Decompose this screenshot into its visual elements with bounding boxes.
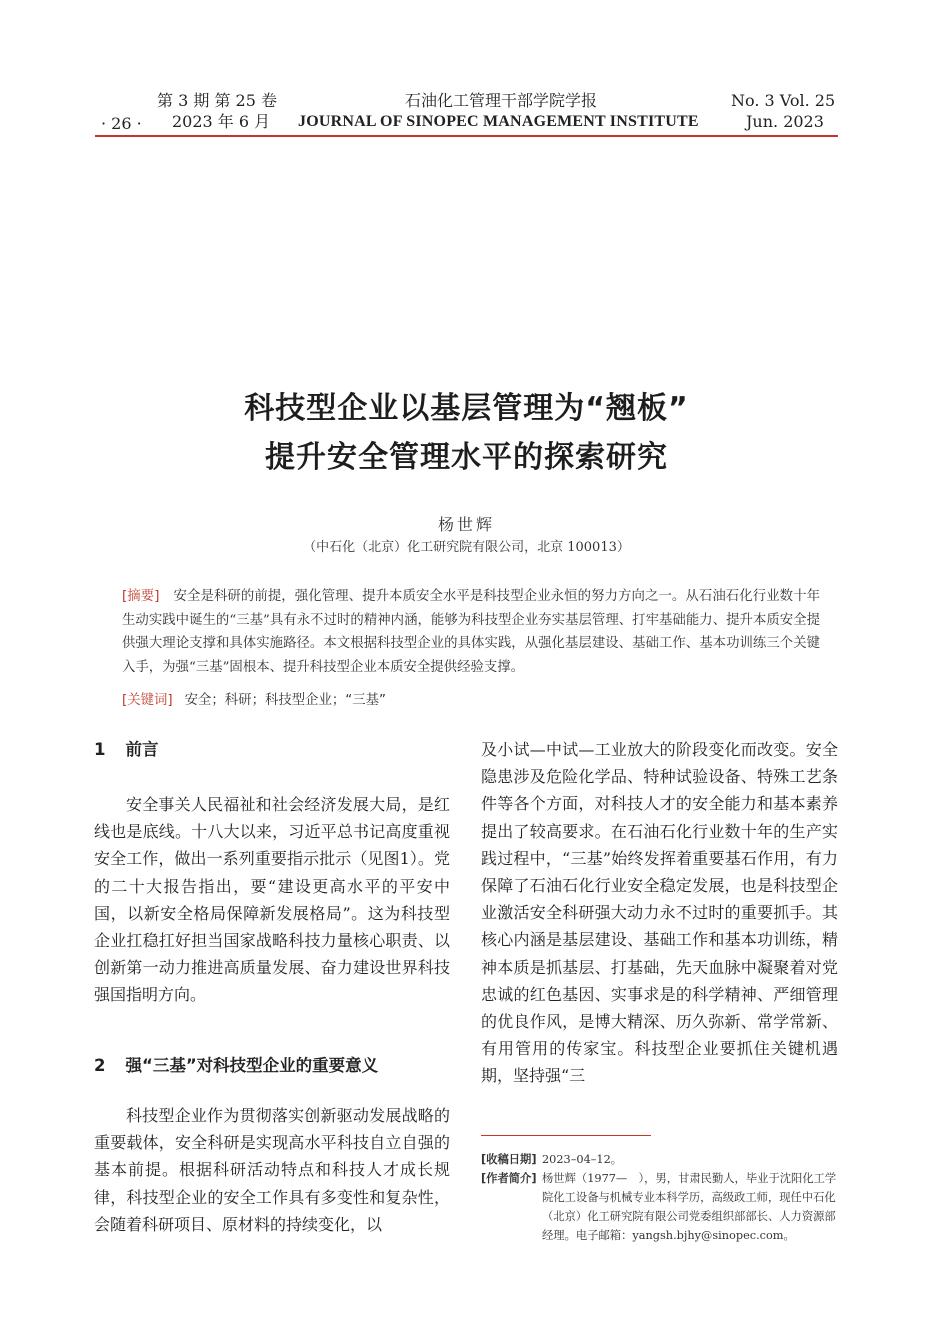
footnote — [481, 1150, 838, 1245]
author-affiliation: （中石化（北京）化工研究院有限公司，北京 100013） — [303, 540, 630, 555]
paper-title-line-2: 提升安全管理水平的探索研究 — [265, 440, 668, 475]
publication-date-en: Jun. 2023 — [746, 112, 824, 131]
keywords — [122, 689, 386, 708]
header-rule — [95, 135, 838, 137]
section-title: 强“三基”对科技型企业的重要意义 — [125, 1056, 379, 1075]
journal-name-cn: 石油化工管理干部学院学报 — [405, 91, 598, 110]
section-number: 1 — [94, 740, 106, 759]
author-bio-label: [作者简介] — [481, 1172, 537, 1185]
footnote-rule — [481, 1135, 651, 1136]
section-1-paragraph: 安全事关人民福祉和社会经济发展大局，是红线也是底线。十八大以来，习近平总书记高度重视安全工作，做出一系列重要指示批示（见图1）。党的二十大报告指出，要“建设更高水平的平安中国，以新安全格局保障新发展格局”。这为科技型企业扛稳扛好担当国家战略科技力量核心职责、以创新第一动力推进高质量发展、奋力建设世界科技强国指明方向。 — [94, 795, 450, 1005]
received-date-label: [收稿日期] — [481, 1153, 537, 1166]
abstract-text: 安全是科研的前提，强化管理、提升本质安全水平是科技型企业永恒的努力方向之一。从石油石化行业数十年生动实践中诞生的“三基”具有永不过时的精神内涵，能够为科技型企业夯实基层管理、打牢基础能力、提升本质安全提供强大理论支撑和具体实施路径。本文根据科技型企业的具体实践，从强化基层建设、基础工作、基本功训练三个关键入手，为强“三基”固根本、提升科技型企业本质安全提供经验支撑。 — [122, 589, 820, 675]
page-number: · 26 · — [101, 114, 142, 133]
section-1-heading — [94, 736, 450, 763]
section-2-paragraph-continued: 及小试—中试—工业放大的阶段变化而改变。安全隐患涉及危险化学品、特种试验设备、特殊工艺条件等各个方面，对科技人才的安全能力和基本素养提出了较高要求。在石油石化行业数十年的生产实践过程中，“三基”始终发挥着重要基石作用，有力保障了石油石化行业安全稳定发展，也是科技型企业激活安全科研强大动力永不过时的重要抓手。其核心内涵是基层建设、基础工作和基本功训练，精神本质是抓基层、打基础，先天血脉中凝聚着对党忠诚的红色基因、实事求是的科学精神、严细管理的优良作风，是博大精深、历久弥新、常学常新、有用管用的传家宝。科技型企业要抓住关键机遇期，坚持强“三 — [481, 740, 838, 1086]
received-date-text: 2023–04–12。 — [542, 1153, 623, 1166]
publication-date-cn: 2023 年 6 月 — [172, 112, 271, 131]
abstract — [122, 585, 820, 679]
paper-title-line-1: 科技型企业以基层管理为“翘板” — [244, 391, 689, 426]
abstract-label: [摘要] — [122, 589, 160, 604]
author-name: 杨世辉 — [437, 515, 495, 534]
journal-name-en: JOURNAL OF SINOPEC MANAGEMENT INSTITUTE — [298, 113, 699, 130]
issue-volume-cn: 第 3 期 第 25 卷 — [157, 91, 277, 110]
section-2-paragraph: 科技型企业作为贯彻落实创新驱动发展战略的重要载体，安全科研是实现高水平科技自立自强的基本前提。根据科研活动特点和科技人才成长规律，科技型企业的安全工作具有多变性和复杂性，会随着科研项目、原材料的持续变化，以 — [94, 1106, 450, 1234]
keywords-text: 安全；科研；科技型企业；“三基” — [184, 693, 386, 708]
section-title: 前言 — [125, 740, 159, 759]
section-number: 2 — [94, 1056, 106, 1075]
section-2-heading — [94, 1052, 450, 1079]
issue-volume-en: No. 3 Vol. 25 — [731, 91, 836, 110]
keywords-label: [关键词] — [122, 693, 173, 708]
author-bio-text: 杨世辉（1977— ），男，甘肃民勤人，毕业于沈阳化工学院化工设备与机械专业本科学历，高级政工师，现任中石化（北京）化工研究院有限公司党委组织部部长、人力资源部经理。电子邮箱：yangsh.bjhy@sinopec.com。 — [542, 1172, 837, 1242]
